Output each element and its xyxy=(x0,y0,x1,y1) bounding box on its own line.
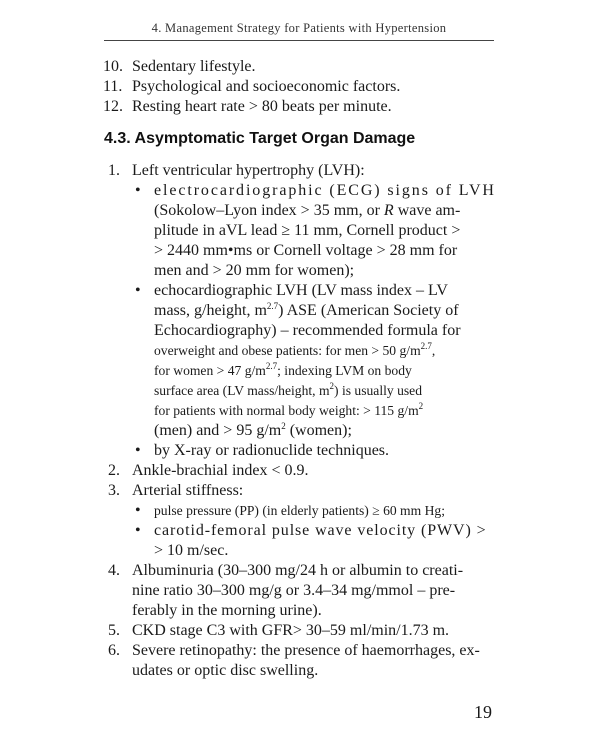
list-item: Sedentary lifestyle. xyxy=(132,58,256,75)
ecg-line: > 2440 mm•ms or Cornell voltage > 28 mm for xyxy=(154,242,458,259)
echo-line: echocardiographic LVH (LV mass index – LV xyxy=(154,282,448,299)
list-item: Ankle-brachial index < 0.9. xyxy=(132,462,309,479)
echo-text: overweight and obese patients: for men > 50 g/m xyxy=(154,343,421,358)
ckd-line: CKD stage C3 with GFR> 30–59 ml/min/1.73 m. xyxy=(132,622,450,639)
echo-line xyxy=(154,401,423,421)
list-number: 6. xyxy=(108,642,120,659)
albuminuria-line: Albuminuria (30–300 mg/24 h or albumin to creati- xyxy=(132,562,464,579)
echo-text: surface area (LV mass/height, m xyxy=(154,383,330,398)
ecg-italic-r: R xyxy=(383,202,394,219)
list-item: Resting heart rate > 80 beats per minute. xyxy=(132,98,392,115)
echo-line xyxy=(154,361,412,381)
echo-line xyxy=(154,301,459,321)
bullet: • xyxy=(135,442,141,459)
section-heading-4-3: 4.3. Asymptomatic Target Organ Damage xyxy=(104,130,416,147)
retinopathy-line: udates or optic disc swelling. xyxy=(132,662,319,679)
albuminuria-line: ferably in the morning urine). xyxy=(132,602,322,619)
running-header: 4. Management Strategy for Patients with Hypertension xyxy=(151,21,447,35)
ecg-text: (Sokolow–Lyon index > 35 mm, or xyxy=(154,202,384,219)
superscript: 2.7 xyxy=(420,341,432,351)
ecg-line: men and > 20 mm for women); xyxy=(154,262,355,279)
echo-line xyxy=(154,421,352,441)
pwv-line: carotid-femoral pulse wave velocity (PWV) > xyxy=(154,522,487,539)
bullet: • xyxy=(135,502,141,519)
echo-text: (men) and > 95 g/m xyxy=(154,422,282,439)
list-number: 2. xyxy=(108,462,120,479)
list-number: 3. xyxy=(108,482,120,499)
echo-text: ) ASE (American Society of xyxy=(278,302,459,319)
lvh-title: Left ventricular hypertrophy (LVH): xyxy=(132,162,365,179)
bullet: • xyxy=(135,522,141,539)
echo-line xyxy=(154,381,422,401)
echo-text: ; indexing LVM on body xyxy=(277,363,412,378)
ecg-line xyxy=(154,201,460,221)
list-number: 12. xyxy=(103,98,123,115)
echo-text: mass, g/height, m xyxy=(154,302,267,319)
list-number: 10. xyxy=(103,58,123,75)
ecg-line: plitude in aVL lead ≥ 11 mm, Cornell product > xyxy=(154,222,461,239)
list-number: 11. xyxy=(103,78,123,95)
bullet: • xyxy=(135,282,141,299)
superscript: 2 xyxy=(418,401,424,411)
echo-text: (women); xyxy=(285,422,352,439)
superscript: 2 xyxy=(329,381,335,391)
echo-text: for women > 47 g/m xyxy=(154,363,266,378)
list-number: 4. xyxy=(108,562,120,579)
superscript: 2 xyxy=(281,421,286,431)
page-number: 19 xyxy=(474,702,492,722)
pp-line: pulse pressure (PP) (in elderly patients) ≥ 60 mm Hg; xyxy=(154,503,445,518)
list-number: 1. xyxy=(108,162,120,179)
list-number: 5. xyxy=(108,622,120,639)
pwv-line: > 10 m/sec. xyxy=(154,542,229,559)
echo-text: for patients with normal body weight: > 115 g/m xyxy=(154,403,419,418)
list-item: Psychological and socioeconomic factors. xyxy=(132,78,401,95)
echo-text: , xyxy=(431,343,436,358)
echo-text: ) is usually used xyxy=(334,383,423,398)
bullet: • xyxy=(135,182,141,199)
ecg-text: wave am- xyxy=(393,202,461,219)
retinopathy-line: Severe retinopathy: the presence of haemorrhages, ex- xyxy=(132,642,480,659)
arterial-title: Arterial stiffness: xyxy=(132,482,244,499)
echo-line xyxy=(154,341,435,361)
header-rule xyxy=(104,40,494,41)
superscript: 2.7 xyxy=(265,361,278,371)
xray-line: by X-ray or radionuclide techniques. xyxy=(154,442,390,459)
echo-line: Echocardiography) – recommended formula for xyxy=(154,322,461,339)
superscript: 2.7 xyxy=(266,301,279,311)
ecg-line: electrocardiographic (ECG) signs of LVH xyxy=(154,182,496,199)
albuminuria-line: nine ratio 30–300 mg/g or 3.4–34 mg/mmol – pre- xyxy=(132,582,456,599)
